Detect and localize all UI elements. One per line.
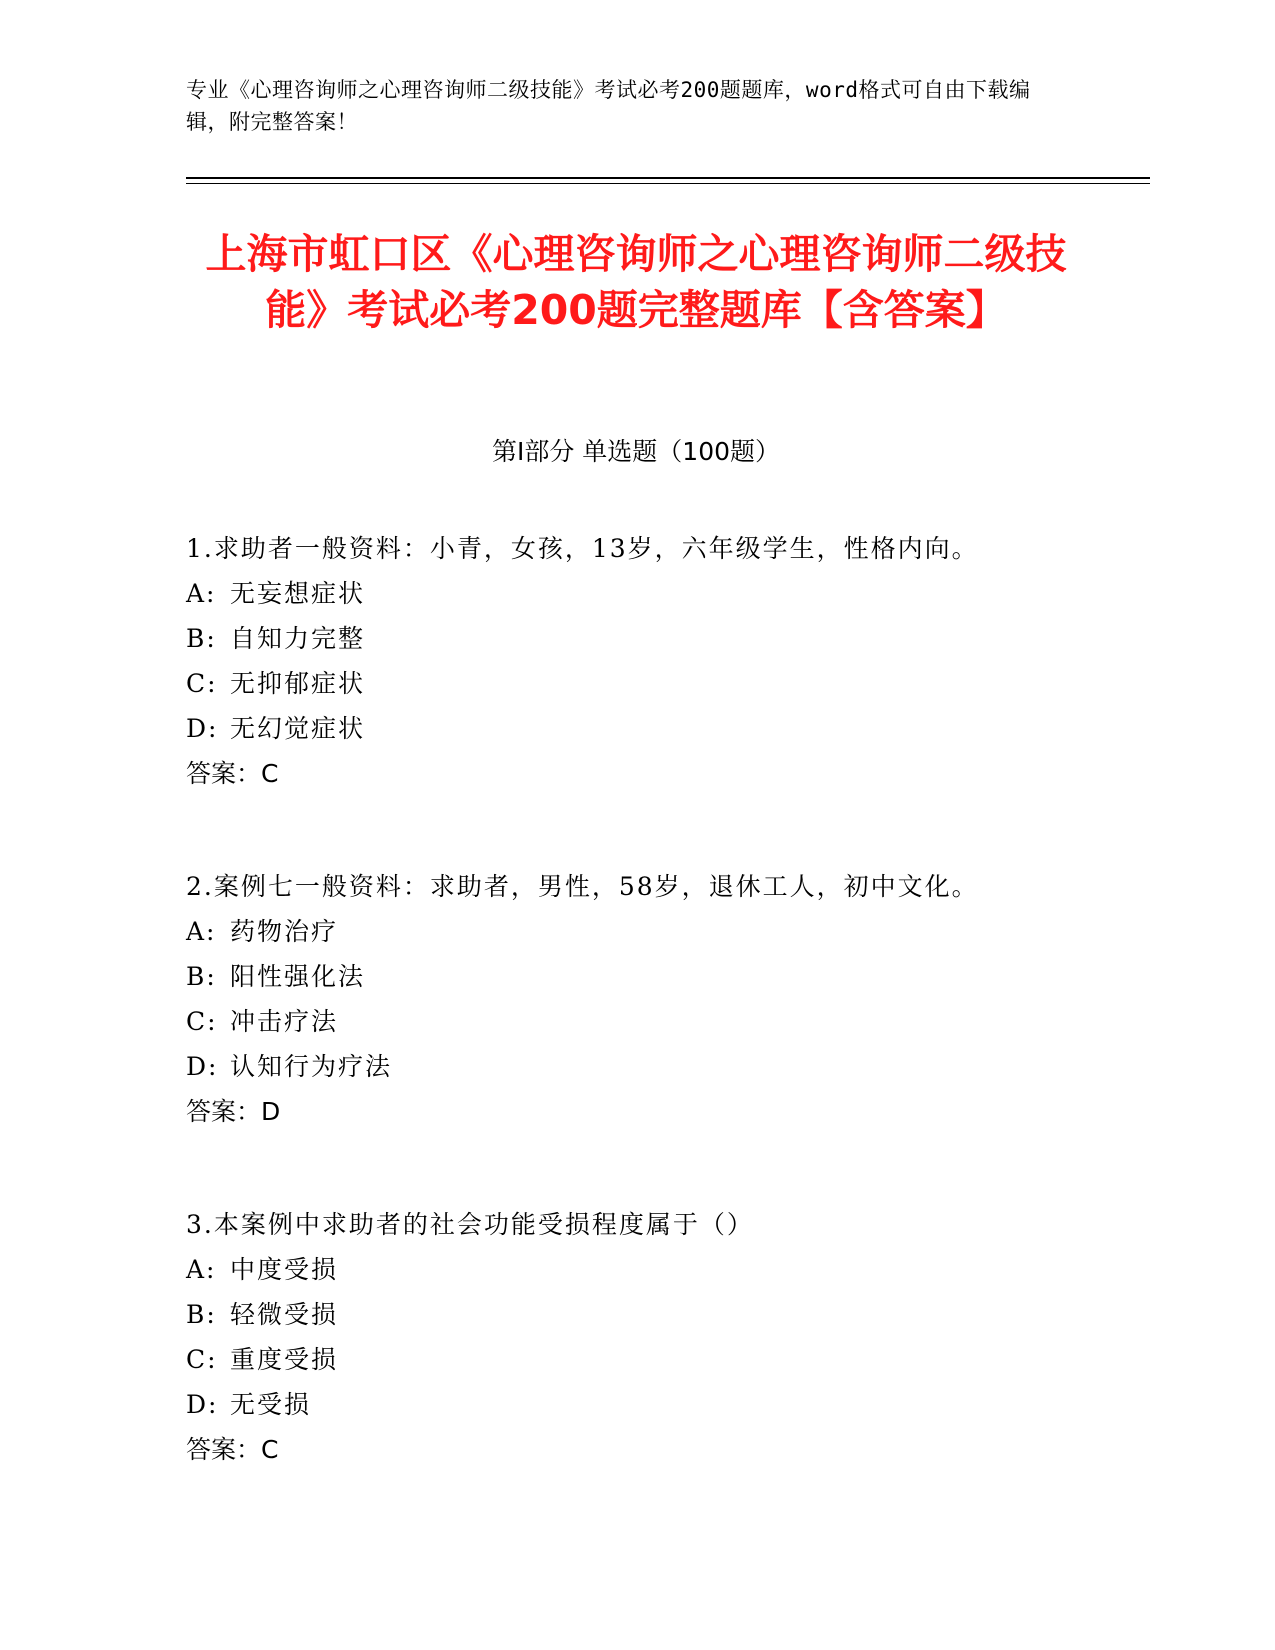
intro-text: 专业《心理咨询师之心理咨询师二级技能》考试必考200题题库，word格式可自由下载编辑，附完整答案！	[186, 78, 1031, 134]
option-text: 无幻觉症状	[230, 714, 366, 743]
option-label: A:	[186, 917, 217, 946]
option-text: 药物治疗	[230, 917, 339, 946]
option-text: 无抑郁症状	[230, 669, 366, 698]
option-c	[186, 661, 1086, 706]
option-label: A:	[186, 579, 217, 608]
question-1	[186, 526, 1086, 796]
header-divider-thick	[186, 177, 1150, 179]
option-b	[186, 1292, 1086, 1337]
option-a	[186, 1247, 1086, 1292]
answer-value: D	[261, 1097, 281, 1126]
option-text: 无受损	[230, 1390, 312, 1419]
answer-line	[186, 1089, 1086, 1134]
answer-line	[186, 1427, 1086, 1472]
option-label: C:	[186, 669, 218, 698]
answer-label: 答案：	[186, 1097, 262, 1126]
question-stem: 3.本案例中求助者的社会功能受损程度属于（）	[186, 1210, 754, 1239]
header-divider-thin	[186, 183, 1150, 184]
option-text: 冲击疗法	[230, 1007, 339, 1036]
option-text: 自知力完整	[230, 624, 366, 653]
option-text: 无妄想症状	[230, 579, 366, 608]
question-stem: 2.案例七一般资料：求助者，男性，58岁，退休工人，初中文化。	[186, 872, 979, 901]
option-text: 阳性强化法	[230, 962, 366, 991]
option-b	[186, 954, 1086, 999]
section-heading: 第Ⅰ部分 单选题（100题）	[491, 437, 781, 466]
document-title: 上海市虹口区《心理咨询师之心理咨询师二级技能》考试必考200题完整题库【含答案】	[205, 230, 1067, 334]
option-label: C:	[186, 1345, 218, 1374]
option-text: 重度受损	[230, 1345, 339, 1374]
option-label: A:	[186, 1255, 217, 1284]
option-label: D:	[186, 714, 219, 743]
option-a	[186, 571, 1086, 616]
option-text: 认知行为疗法	[230, 1052, 393, 1081]
option-text: 轻微受损	[230, 1300, 339, 1329]
option-label: B:	[186, 1300, 217, 1329]
option-label: C:	[186, 1007, 218, 1036]
answer-line	[186, 751, 1086, 796]
option-label: B:	[186, 962, 217, 991]
option-d	[186, 1382, 1086, 1427]
option-label: D:	[186, 1390, 219, 1419]
option-text: 中度受损	[230, 1255, 339, 1284]
question-stem: 1.求助者一般资料：小青，女孩，13岁，六年级学生，性格内向。	[186, 534, 979, 563]
answer-value: C	[261, 1435, 279, 1464]
option-b	[186, 616, 1086, 661]
question-2	[186, 864, 1086, 1134]
option-d	[186, 706, 1086, 751]
option-a	[186, 909, 1086, 954]
option-c	[186, 1337, 1086, 1382]
option-label: B:	[186, 624, 217, 653]
option-label: D:	[186, 1052, 219, 1081]
question-list	[186, 526, 1086, 1540]
option-d	[186, 1044, 1086, 1089]
option-c	[186, 999, 1086, 1044]
answer-label: 答案：	[186, 1435, 262, 1464]
answer-value: C	[261, 759, 279, 788]
answer-label: 答案：	[186, 759, 262, 788]
question-3	[186, 1202, 1086, 1472]
